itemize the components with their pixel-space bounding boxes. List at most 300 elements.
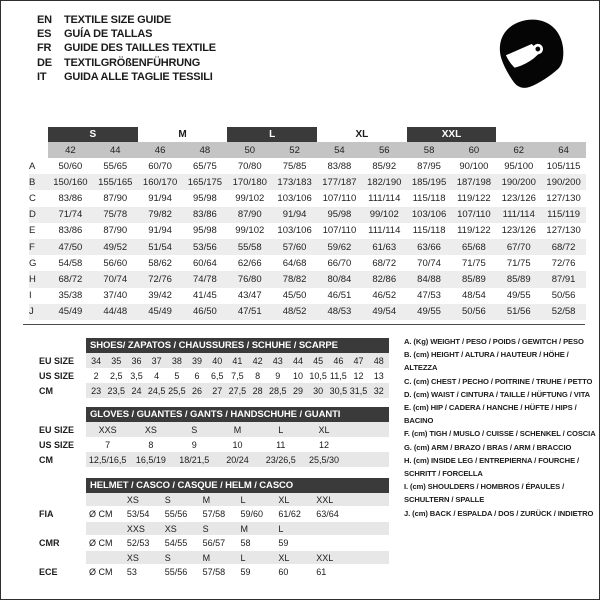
measure-cell: 71/74 — [48, 207, 93, 223]
helmet-value-cell: 59 — [275, 535, 313, 551]
shoes-cell: 8 — [248, 368, 268, 383]
measure-cell: 173/183 — [272, 174, 317, 190]
gloves-cell: 16,5/19 — [129, 452, 172, 467]
shoes-cell: 46 — [328, 353, 348, 368]
size-cell: 56 — [362, 142, 407, 158]
measure-cell: 78/82 — [272, 271, 317, 287]
helmet-size-cell: L — [238, 493, 276, 506]
measure-cell: 48/52 — [272, 304, 317, 320]
language-title-list — [37, 13, 216, 84]
legend-item: H. (cm) INSIDE LEG / ENTREPIERNA / FOURCHE / SCHRITT / FORCELLA — [404, 455, 580, 479]
measure-cell: 95/98 — [193, 225, 217, 237]
racing-helmet-icon — [487, 7, 567, 99]
section-divider — [23, 324, 585, 325]
measure-row-A — [29, 158, 586, 174]
shoes-cell: 39 — [187, 353, 207, 368]
measure-cell: 182/190 — [362, 174, 407, 190]
helmet-standard-row — [39, 506, 389, 522]
shoes-cell: 11,5 — [328, 368, 348, 383]
helmet-unit-label: Ø CM — [86, 564, 124, 580]
measure-cell: 50/60 — [58, 160, 83, 172]
measure-cell: 45/50 — [282, 290, 307, 302]
shoes-cell: 48 — [369, 353, 389, 368]
helmet-size-cell: L — [238, 551, 276, 564]
shoes-cell: 40 — [207, 353, 227, 368]
measure-row-label: C — [29, 192, 36, 204]
gloves-cell: S — [173, 422, 216, 437]
helmet-size-cell: XS — [124, 551, 162, 564]
gloves-cell: 23/26,5 — [259, 452, 302, 467]
shoes-cell: 23 — [86, 383, 106, 398]
measure-cell: 52/58 — [541, 304, 586, 320]
measure-cell: 119/122 — [457, 225, 491, 237]
measure-row-B — [29, 174, 586, 190]
shoes-cell: 25,5 — [167, 383, 187, 398]
shoes-row-label: CM — [39, 383, 86, 398]
measure-cell: 49/55 — [506, 290, 531, 302]
size-cell: 52 — [272, 142, 317, 158]
shoes-cell: 29 — [288, 383, 308, 398]
measure-row-label: F — [29, 239, 48, 255]
helmet-section — [39, 478, 389, 580]
shoes-cell: 5 — [167, 368, 187, 383]
helmet-value-cell: 52/53 — [124, 535, 162, 551]
measure-row-F — [29, 239, 586, 255]
size-group-cell — [496, 127, 541, 142]
gloves-cell: M — [216, 422, 259, 437]
helmet-size-cell: XXL — [313, 493, 351, 506]
shoes-cell: 2 — [86, 368, 106, 383]
measure-cell: 48/53 — [317, 304, 362, 320]
measure-cell: 165/175 — [183, 174, 228, 190]
measure-cell: 60/70 — [148, 160, 172, 172]
measure-cell: 61/63 — [362, 239, 407, 255]
measure-cell: 103/106 — [407, 207, 452, 223]
legend-item: I. (cm) SHOULDERS / HOMBROS / ÉPAULES / SCHULTERN / SPALLE — [404, 482, 565, 505]
measure-cell: 54/58 — [58, 257, 83, 269]
language-code: IT — [37, 70, 47, 83]
helmet-size-cell: S — [200, 522, 238, 535]
helmet-value-cell: 58 — [238, 535, 276, 551]
measure-cell: 76/80 — [227, 271, 272, 287]
measure-cell: 79/82 — [138, 207, 183, 223]
measure-row-label: J — [29, 304, 48, 320]
gloves-cell: XS — [129, 422, 172, 437]
measure-cell: 56/60 — [103, 257, 128, 269]
shoes-cell: 36 — [126, 353, 146, 368]
shoes-row — [39, 368, 389, 383]
language-row — [37, 70, 216, 84]
measure-cell: 83/86 — [58, 192, 83, 204]
measure-cell: 160/170 — [138, 174, 183, 190]
gloves-cell: 18/21,5 — [173, 452, 216, 467]
measure-cell: 45/49 — [138, 304, 183, 320]
gloves-row-label: CM — [39, 452, 86, 467]
measure-cell: 72/76 — [551, 257, 576, 269]
size-cell: 46 — [138, 142, 183, 158]
shoes-cell: 30,5 — [328, 383, 348, 398]
measure-cell: 66/70 — [327, 257, 352, 269]
measure-cell: 65/75 — [193, 160, 217, 172]
measure-cell: 49/55 — [407, 304, 452, 320]
measure-cell: 115/119 — [541, 207, 586, 223]
size-cell: 44 — [93, 142, 138, 158]
size-cell: 42 — [48, 142, 93, 158]
helmet-value-cell: 53 — [124, 564, 162, 580]
measure-cell: 67/70 — [496, 239, 541, 255]
shoes-row — [39, 353, 389, 368]
shoes-cell: 6 — [187, 368, 207, 383]
guide-title: GUIDE DES TAILLES TEXTILE — [64, 42, 216, 55]
shoes-cell: 42 — [248, 353, 268, 368]
measure-cell: 51/54 — [138, 239, 183, 255]
gloves-cell: 7 — [86, 437, 129, 452]
shoes-cell: 44 — [288, 353, 308, 368]
measure-cell: 83/86 — [58, 225, 83, 237]
shoes-cell: 6,5 — [207, 368, 227, 383]
helmet-value-cell — [313, 535, 351, 551]
helmet-size-cell — [313, 522, 351, 535]
gloves-cell: XXS — [86, 422, 129, 437]
measure-cell: 51/56 — [496, 304, 541, 320]
shoes-cell: 26 — [187, 383, 207, 398]
helmet-value-cell: 53/54 — [124, 506, 162, 522]
measure-cell: 85/89 — [496, 271, 541, 287]
measure-row-label: H — [29, 271, 48, 287]
gloves-table — [39, 407, 389, 467]
helmet-value-cell: 59/60 — [238, 506, 276, 522]
helmet-standard-label: CMR — [39, 535, 86, 551]
gloves-cell: L — [259, 422, 302, 437]
helmet-value-cell: 56/57 — [200, 535, 238, 551]
helmet-size-row — [39, 493, 389, 506]
shoes-cell: 47 — [348, 353, 368, 368]
gloves-cell: 12 — [302, 437, 345, 452]
language-row — [37, 27, 216, 41]
measure-row-J — [29, 304, 586, 320]
size-group-cell: S — [48, 127, 138, 142]
measure-cell: 46/51 — [327, 290, 352, 302]
shoes-cell: 24 — [126, 383, 146, 398]
helmet-value-cell: 54/55 — [162, 535, 200, 551]
language-code: ES — [37, 28, 52, 41]
shoes-cell: 41 — [227, 353, 247, 368]
shoes-cell: 23,5 — [106, 383, 126, 398]
gloves-cell: 10 — [216, 437, 259, 452]
measure-cell: 46/52 — [372, 290, 397, 302]
shoes-cell: 28,5 — [268, 383, 288, 398]
measure-cell: 47/51 — [227, 304, 272, 320]
helmet-size-cell: M — [238, 522, 276, 535]
helmet-size-cell: XS — [162, 522, 200, 535]
legend-item: D. (cm) WAIST / CINTURA / TAILLE / HÜFTUNG / VITA — [404, 389, 591, 399]
helmet-size-cell: M — [200, 551, 238, 564]
measure-cell: 64/68 — [282, 257, 307, 269]
size-cell: 50 — [227, 142, 272, 158]
gloves-row — [39, 452, 389, 467]
shoes-cell: 43 — [268, 353, 288, 368]
measure-row-label: A — [29, 160, 36, 172]
measure-cell: 111/114 — [368, 192, 401, 204]
measure-cell: 170/180 — [227, 174, 272, 190]
legend-item: A. (Kg) WEIGHT / PESO / POIDS / GEWITCH / PESO — [404, 337, 584, 346]
size-header-row — [29, 142, 586, 158]
shoes-cell: 3,5 — [126, 368, 146, 383]
measure-cell: 47/50 — [48, 239, 93, 255]
shoes-cell: 12 — [348, 368, 368, 383]
shoes-cell: 28 — [248, 383, 268, 398]
measure-cell: 70/74 — [93, 271, 138, 287]
measure-cell: 70/80 — [237, 160, 262, 172]
measure-cell: 55/65 — [103, 160, 128, 172]
measure-cell: 90/100 — [459, 160, 489, 172]
helmet-value-cell: 61 — [313, 564, 351, 580]
measure-cell: 187/198 — [451, 174, 496, 190]
helmet-value-cell: 61/62 — [275, 506, 313, 522]
measure-cell: 99/102 — [362, 207, 407, 223]
gloves-row — [39, 437, 389, 452]
gloves-title-bar: GLOVES / GUANTES / GANTS / HANDSCHUHE / GUANTI — [86, 407, 389, 422]
legend-item: E. (cm) HIP / CADERA / HANCHE / HÜFTE / HIPS / BACINO — [404, 403, 577, 426]
measure-cell: 48/54 — [462, 290, 486, 302]
shoes-cell: 32 — [369, 383, 389, 398]
measure-row-I — [29, 288, 586, 304]
measure-cell: 107/110 — [322, 192, 357, 204]
helmet-standard-label: FIA — [39, 506, 86, 522]
measure-cell: 87/90 — [227, 207, 272, 223]
legend-item: J. (cm) BACK / ESPALDA / DOS / ZURÜCK / INDIETRO — [404, 508, 594, 518]
measure-cell: 190/200 — [541, 174, 586, 190]
measure-cell: 87/95 — [417, 160, 441, 172]
measure-cell: 68/72 — [372, 257, 397, 269]
textile-size-table — [29, 127, 586, 320]
measure-cell: 74/78 — [183, 271, 228, 287]
size-cell: 62 — [496, 142, 541, 158]
size-group-cell: XXL — [407, 127, 497, 142]
measure-cell: 37/40 — [103, 290, 128, 302]
size-group-cell — [29, 127, 48, 142]
measure-cell: 87/90 — [103, 225, 128, 237]
measure-cell: 63/66 — [407, 239, 452, 255]
helmet-value-cell: 63/64 — [313, 506, 351, 522]
measure-cell: 84/88 — [407, 271, 452, 287]
measure-cell: 185/195 — [407, 174, 452, 190]
measure-cell: 190/200 — [496, 174, 541, 190]
measure-cell: 95/98 — [193, 192, 217, 204]
measure-cell: 80/84 — [317, 271, 362, 287]
gloves-row-label: EU SIZE — [39, 422, 86, 437]
size-cell: 64 — [541, 142, 586, 158]
measure-cell: 103/106 — [277, 192, 312, 204]
measure-row-label: G — [29, 257, 37, 269]
measure-cell: 177/187 — [317, 174, 362, 190]
measure-cell: 49/54 — [362, 304, 407, 320]
measure-cell: 39/42 — [148, 290, 172, 302]
guide-title: GUÍA DE TALLAS — [64, 28, 153, 41]
helmet-value-cell: 60 — [275, 564, 313, 580]
measure-cell: 57/60 — [272, 239, 317, 255]
size-cell: 58 — [407, 142, 452, 158]
measure-row-label: B — [29, 174, 48, 190]
measure-cell: 123/126 — [501, 225, 536, 237]
guide-title: GUIDA ALLE TAGLIE TESSILI — [64, 70, 213, 83]
measure-cell: 82/86 — [362, 271, 407, 287]
shoes-cell: 7,5 — [227, 368, 247, 383]
helmet-table — [39, 478, 389, 580]
shoes-cell: 13 — [369, 368, 389, 383]
language-code: FR — [37, 42, 52, 55]
gloves-cell: XL — [302, 422, 345, 437]
gloves-cell: 12,5/16,5 — [86, 452, 129, 467]
measure-cell: 35/38 — [58, 290, 83, 302]
gloves-cell: 20/24 — [216, 452, 259, 467]
shoes-cell: 38 — [167, 353, 187, 368]
shoes-row-label: US SIZE — [39, 368, 86, 383]
shoes-cell: 27,5 — [227, 383, 247, 398]
gloves-cell: 11 — [259, 437, 302, 452]
size-group-row — [29, 127, 586, 142]
measure-cell: 68/72 — [48, 271, 93, 287]
measure-cell: 115/118 — [412, 192, 446, 204]
guide-title: TEXTILE SIZE GUIDE — [64, 14, 172, 26]
measure-cell: 68/72 — [541, 239, 586, 255]
measure-cell: 47/53 — [417, 290, 441, 302]
shoes-section — [39, 338, 389, 398]
size-group-cell: M — [178, 129, 187, 140]
legend-item: C. (cm) CHEST / PECHO / POITRINE / TRUHE / PETTO — [404, 376, 593, 386]
size-group-cell: XL — [355, 129, 369, 140]
measure-row-H — [29, 271, 586, 287]
measure-cell: 44/48 — [93, 304, 138, 320]
measure-cell: 55/58 — [227, 239, 272, 255]
measure-cell: 50/56 — [451, 304, 496, 320]
shoes-cell: 30 — [308, 383, 328, 398]
language-code: EN — [37, 14, 52, 26]
helmet-standard-label: ECE — [39, 564, 86, 580]
measure-cell: 50/56 — [551, 290, 576, 302]
helmet-size-cell: XXL — [313, 551, 351, 564]
measure-cell: 87/90 — [103, 192, 128, 204]
measure-cell: 115/118 — [412, 225, 446, 237]
gloves-section — [39, 407, 389, 467]
measure-cell: 127/130 — [546, 225, 581, 237]
measure-row-label: I — [29, 290, 32, 302]
measure-cell: 111/114 — [368, 225, 401, 237]
measure-cell: 53/56 — [183, 239, 228, 255]
shoes-table — [39, 338, 389, 398]
guide-title: TEXTILGRÖßENFÜHRUNG — [64, 56, 201, 69]
measure-cell: 95/100 — [504, 160, 534, 172]
measure-cell: 91/94 — [148, 192, 172, 204]
measure-cell: 45/49 — [48, 304, 93, 320]
helmet-standard-row — [39, 535, 389, 551]
shoes-cell: 34 — [86, 353, 106, 368]
legend-item: G. (cm) ARM / BRAZO / BRAS / ARM / BRACCIO — [404, 442, 572, 452]
helmet-value-cell: 57/58 — [200, 564, 238, 580]
measure-cell: 46/50 — [183, 304, 228, 320]
measure-cell: 95/98 — [317, 207, 362, 223]
shoes-cell: 9 — [268, 368, 288, 383]
helmet-value-cell: 55/56 — [162, 564, 200, 580]
helmet-size-cell: XXS — [124, 522, 162, 535]
measure-cell: 65/68 — [451, 239, 496, 255]
measure-cell: 60/64 — [193, 257, 217, 269]
measure-cell: 43/47 — [237, 290, 262, 302]
language-code: DE — [37, 56, 52, 69]
shoes-cell: 45 — [308, 353, 328, 368]
gloves-cell: 25,5/30 — [302, 452, 345, 467]
measure-cell: 83/88 — [327, 160, 352, 172]
language-row — [37, 13, 216, 27]
measure-cell: 105/115 — [546, 160, 581, 172]
helmet-size-cell: XS — [124, 493, 162, 506]
shoes-cell: 27 — [207, 383, 227, 398]
helmet-title-bar: HELMET / CASCO / CASQUE / HELM / CASCO — [86, 478, 389, 493]
language-row — [37, 56, 216, 70]
measure-cell: 75/85 — [282, 160, 307, 172]
shoes-row-label: EU SIZE — [39, 353, 86, 368]
helmet-size-cell: XL — [275, 493, 313, 506]
measure-cell: 83/86 — [183, 207, 228, 223]
measure-row-E — [29, 223, 586, 239]
helmet-unit-label: Ø CM — [86, 506, 124, 522]
measure-cell: 85/89 — [451, 271, 496, 287]
helmet-standard-row — [39, 564, 389, 580]
size-cell: 54 — [317, 142, 362, 158]
measure-cell: 58/62 — [148, 257, 172, 269]
measure-row-label: D — [29, 207, 48, 223]
measure-cell: 91/94 — [148, 225, 172, 237]
helmet-size-cell: XL — [275, 551, 313, 564]
size-cell: 48 — [183, 142, 228, 158]
helmet-value-cell: 59 — [238, 564, 276, 580]
helmet-size-row — [39, 551, 389, 564]
gloves-cell: 8 — [129, 437, 172, 452]
helmet-size-cell: S — [162, 493, 200, 506]
shoes-cell: 24,5 — [147, 383, 167, 398]
measure-cell: 111/114 — [496, 207, 541, 223]
measure-cell: 70/74 — [417, 257, 441, 269]
helmet-size-cell: M — [200, 493, 238, 506]
measure-cell: 41/45 — [193, 290, 217, 302]
legend-item: B. (cm) HEIGHT / ALTURA / HAUTEUR / HÖHE / ALTEZZA — [404, 350, 569, 373]
measurement-legend — [404, 335, 596, 520]
measure-cell: 59/62 — [317, 239, 362, 255]
shoes-title-bar: SHOES/ ZAPATOS / CHAUSSURES / SCHUHE / SCARPE — [86, 338, 389, 353]
measure-cell: 155/165 — [93, 174, 138, 190]
helmet-size-cell: S — [162, 551, 200, 564]
helmet-unit-label: Ø CM — [86, 535, 124, 551]
measure-cell: 72/76 — [138, 271, 183, 287]
measure-cell: 150/160 — [48, 174, 93, 190]
measure-cell: 107/110 — [451, 207, 496, 223]
measure-cell: 85/92 — [372, 160, 397, 172]
shoes-row — [39, 383, 389, 398]
gloves-row-label: US SIZE — [39, 437, 86, 452]
measure-row-C — [29, 190, 586, 206]
measure-cell: 107/110 — [322, 225, 357, 237]
shoes-cell: 10 — [288, 368, 308, 383]
measure-cell: 99/102 — [235, 225, 265, 237]
measure-row-G — [29, 255, 586, 271]
measure-cell: 75/78 — [93, 207, 138, 223]
measure-row-D — [29, 207, 586, 223]
size-cell: 60 — [451, 142, 496, 158]
measure-cell: 99/102 — [235, 192, 265, 204]
helmet-size-row — [39, 522, 389, 535]
measure-row-label: E — [29, 225, 36, 237]
shoes-cell: 31,5 — [348, 383, 368, 398]
